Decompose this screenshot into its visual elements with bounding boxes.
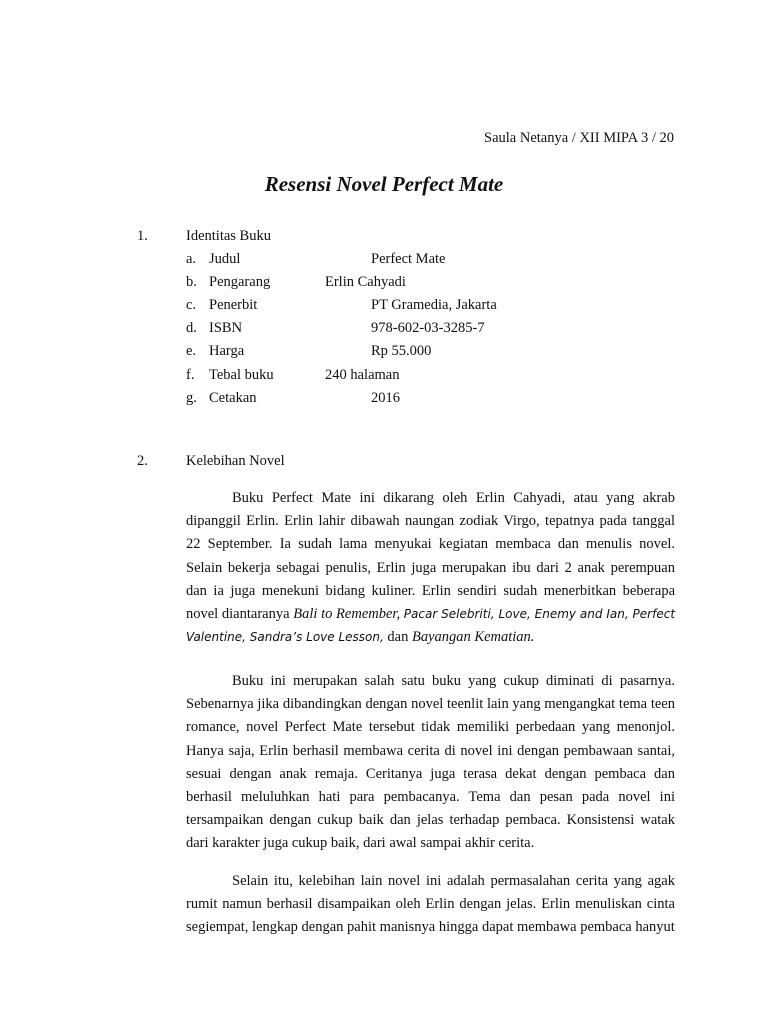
section-1-number: 1. [137,228,148,244]
identity-letter: g. [186,390,197,406]
identity-label: Judul [209,251,241,267]
paragraph-review: Buku ini merupakan salah satu buku yang cukup diminati di pasarnya. Sebenarnya jika dibandingkan dengan novel teenlit lain yang mengangkat tema teen romance, novel Perfect Mate tersebut tidak memiliki perbedaan yang menonjol. Hanya saja, Erlin berhasil membawa cerita di novel ini dengan pembawaan santai, sesuai dengan anak remaja. Ceritanya juga terasa dekat dengan pembaca dan berhasil meluluhkan hati para pembacanya. Tema dan pesan pada novel ini tersampaikan dengan cukup baik dan jelas terhadap pembaca. Konsistensi watak dari karakter juga cukup baik, dari awal sampai akhir cerita. [186,673,675,852]
identity-label: Cetakan [209,390,257,406]
identity-value: PT Gramedia, Jakarta [371,297,497,313]
identity-letter: f. [186,367,195,383]
identity-label: Penerbit [209,297,258,313]
identity-letter: d. [186,320,197,336]
book-titles-italic: Pacar Selebriti, Love, Enemy and Ian, Perfect Valentine, Sandra’s Love Lesson, [186,607,676,645]
identity-value: 2016 [371,390,400,406]
identity-value: Perfect Mate [371,251,446,267]
paragraph-author-bio [186,487,675,649]
identity-value: Rp 55.000 [371,343,432,359]
identity-letter: e. [186,343,197,359]
identity-letter: a. [186,251,197,267]
identity-value: 240 halaman [325,367,400,383]
document-title: Resensi Novel Perfect Mate [264,172,504,196]
identity-label: Pengarang [209,274,271,290]
conjunction: dan [383,629,412,646]
book-title-italic: Bayangan Kematian. [411,629,535,646]
identity-letter: b. [186,274,197,290]
identity-label: ISBN [209,320,243,336]
identity-letter: c. [186,297,197,313]
paragraph-text: Buku Perfect Mate ini dikarang oleh Erlin Cahyadi, atau yang akrab dipanggil Erlin. Erlin lahir dibawah naungan zodiak Virgo, tepatnya pada tanggal 22 September. Ia sudah lama menyukai kegiatan membaca dan menulis novel. Selain bekerja sebagai penulis, Erlin juga merupakan ibu dari 2 anak perempuan dan ia juga menekuni bidang kuliner. Erlin sendiri sudah menerbitkan beberapa novel diantaranya [186,490,675,623]
identity-label: Harga [209,343,245,359]
paragraph-strengths: Selain itu, kelebihan lain novel ini adalah permasalahan cerita yang agak rumit namun berhasil disampaikan oleh Erlin dengan jelas. Erlin menuliskan cinta segiempat, lengkap dengan pahit manisnya hingga dapat membawa pembaca hanyut [186,873,675,936]
section-2-number: 2. [137,453,148,469]
author-line: Saula Netanya / XII MIPA 3 / 20 [484,130,674,146]
identity-value: Erlin Cahyadi [325,274,406,290]
identity-value: 978-602-03-3285-7 [371,320,485,336]
book-title-italic: Bali to Remember, [293,606,401,623]
section-1-heading: Identitas Buku [186,228,271,244]
identity-label: Tebal buku [209,367,274,383]
section-2-heading: Kelebihan Novel [186,453,285,469]
